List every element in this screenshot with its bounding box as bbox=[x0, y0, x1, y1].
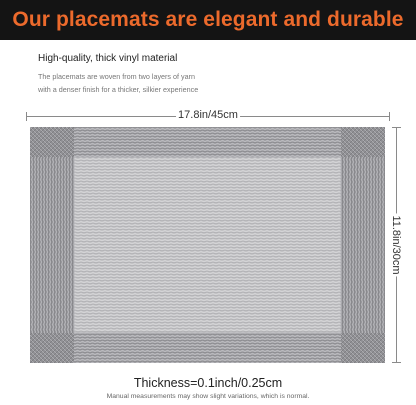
subheading: High-quality, thick vinyl material bbox=[38, 53, 178, 64]
height-dimension-tick-top bbox=[392, 127, 401, 128]
width-dimension-tick-left bbox=[26, 112, 27, 121]
placemat-border-right bbox=[341, 127, 385, 363]
height-dimension-tick-bottom bbox=[392, 362, 401, 363]
thickness-label: Thickness=0.1inch/0.25cm bbox=[133, 376, 283, 390]
placemat-corner-tr bbox=[341, 127, 385, 157]
placemat-image bbox=[30, 127, 385, 363]
placemat-center bbox=[30, 127, 385, 363]
placemat-border-top bbox=[30, 127, 385, 157]
banner-title: Our placemats are elegant and durable bbox=[12, 8, 404, 31]
placemat-border-left bbox=[30, 127, 74, 363]
description-line-1: The placemats are woven from two layers of yarn bbox=[38, 72, 195, 81]
placemat-corner-tl bbox=[30, 127, 74, 157]
placemat-border-bottom bbox=[30, 333, 385, 363]
top-banner bbox=[0, 0, 416, 40]
width-dimension bbox=[26, 110, 390, 122]
placemat-corner-br bbox=[341, 333, 385, 363]
height-dimension bbox=[390, 127, 402, 363]
width-dimension-tick-right bbox=[389, 112, 390, 121]
description-line-2: with a denser finish for a thicker, silkier experience bbox=[38, 85, 199, 94]
placemat-corner-bl bbox=[30, 333, 74, 363]
footnote: Manual measurements may show slight variations, which is normal. bbox=[106, 393, 310, 400]
width-label: 17.8in/45cm bbox=[178, 109, 238, 121]
height-label: 11.8in/30cm bbox=[390, 215, 402, 275]
